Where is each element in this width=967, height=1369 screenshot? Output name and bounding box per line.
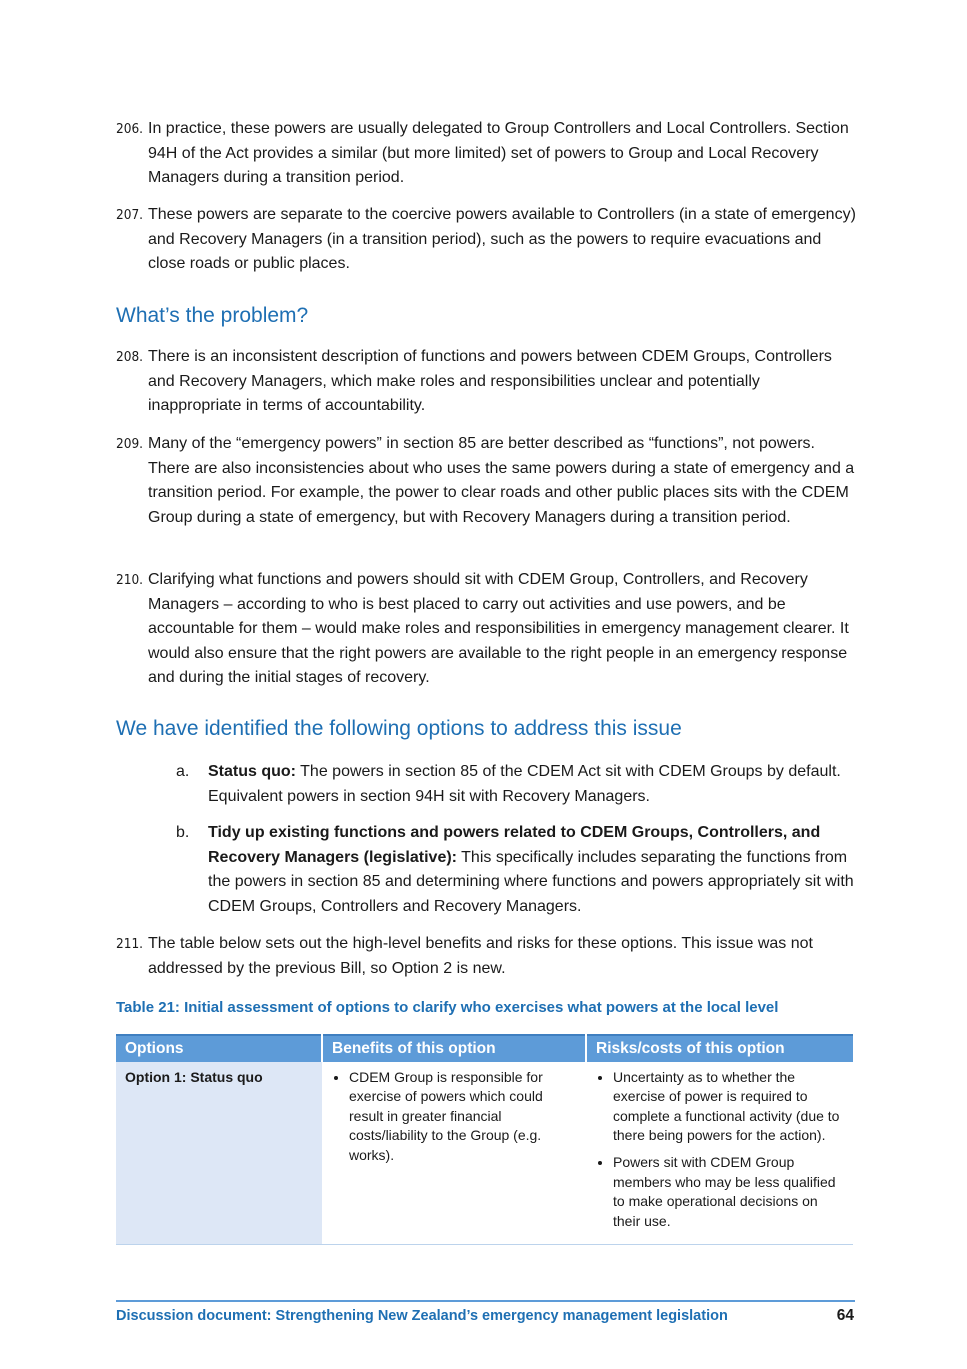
options-assessment-table (116, 1034, 853, 1245)
benefits-list (331, 1068, 577, 1166)
paragraph-207 (116, 203, 856, 277)
risks-list (595, 1068, 844, 1232)
option-text (208, 760, 856, 809)
paragraph-211 (116, 932, 856, 981)
option-letter: a. (176, 763, 190, 780)
section-heading-problem: What’s the problem? (116, 304, 309, 327)
benefit-item: • CDEM Group is responsible for exercise of powers which could result in greater financial costs/liability to the Group (e.g. works). (349, 1068, 577, 1166)
paragraph-210 (116, 568, 856, 691)
paragraph-206 (116, 117, 856, 191)
paragraph-number: 210. (116, 572, 144, 588)
paragraph-text: There is an inconsistent description of functions and powers between CDEM Groups, Controllers and Recovery Managers, which make roles and responsibilities unclear and potentially inappropriate in terms of accountability. (148, 348, 832, 415)
paragraph-number: 207. (116, 207, 144, 223)
paragraph-text: These powers are separate to the coercive powers available to Controllers (in a state of emergency) and Recovery Managers (in a transition period), such as the powers to require evacuations and close roads or public places. (148, 206, 856, 273)
paragraph-text: Clarifying what functions and powers should sit with CDEM Group, Controllers, and Recovery Managers – according to who is best placed to carry out activities and use powers, and be accountable for them – would make roles and responsibilities in emergency management clearer. It would also ensure that the right powers are available to the right people in an emergency response and during the initial stages of recovery. (148, 571, 849, 687)
option-b (176, 821, 856, 919)
paragraph-number: 208. (116, 349, 144, 365)
option-title: Status quo: (208, 763, 296, 780)
column-header-risks: Risks/costs of this option (586, 1035, 853, 1062)
column-header-options: Options (116, 1035, 322, 1062)
table-row (116, 1062, 853, 1245)
option-description: The powers in section 85 of the CDEM Act sit with CDEM Groups by default. Equivalent powers in section 94H sit with Recovery Managers. (208, 763, 841, 805)
risk-item: • Powers sit with CDEM Group members who may be less qualified to make operational decisions on their use. (613, 1153, 844, 1231)
paragraph-208 (116, 345, 856, 419)
table-caption: Table 21: Initial assessment of options to clarify who exercises what powers at the local level (116, 999, 779, 1016)
page-number: 64 (836, 1307, 854, 1324)
paragraph-text: Many of the “emergency powers” in section 85 are better described as “functions”, not powers. There are also inconsistencies about who uses the same powers during a state of emergency and a transition period. For example, the power to clear roads and other public places sits with the CDEM Group during a state of emergency, but with Recovery Managers during a transition period. (148, 435, 855, 526)
footer-divider (116, 1300, 855, 1302)
option-text (208, 821, 856, 919)
risk-item: • Uncertainty as to whether the exercise of power is required to complete a functional activity (due to there being powers for the action). (613, 1068, 844, 1146)
option-a (176, 760, 856, 809)
paragraph-number: 206. (116, 121, 144, 137)
paragraph-number: 211. (116, 936, 144, 952)
paragraph-text: In practice, these powers are usually delegated to Group Controllers and Local Controllers. Section 94H of the Act provides a similar (but more limited) set of powers to Group and Local Recovery Managers during a transition period. (148, 120, 849, 187)
paragraph-209 (116, 432, 856, 530)
benefits-cell (322, 1062, 586, 1245)
option-letter: b. (176, 824, 190, 841)
table-header-row (116, 1035, 853, 1062)
option-cell: Option 1: Status quo (116, 1062, 322, 1245)
section-heading-options: We have identified the following options to address this issue (116, 717, 682, 740)
option-description: This specifically includes separating the functions from the powers in section 85 and determining where functions and powers appropriately sit with CDEM Groups, Controllers and Recovery Managers. (208, 848, 854, 915)
risks-cell (586, 1062, 853, 1245)
paragraph-number: 209. (116, 436, 144, 452)
option-title: Tidy up existing functions and powers related to CDEM Groups, Controllers, and Recovery Managers (legislative): (208, 824, 821, 866)
column-header-benefits: Benefits of this option (322, 1035, 586, 1062)
paragraph-text: The table below sets out the high-level benefits and risks for these options. This issue was not addressed by the previous Bill, so Option 2 is new. (148, 935, 813, 977)
footer-document-title: Discussion document: Strengthening New Zealand’s emergency management legislation (116, 1308, 728, 1324)
